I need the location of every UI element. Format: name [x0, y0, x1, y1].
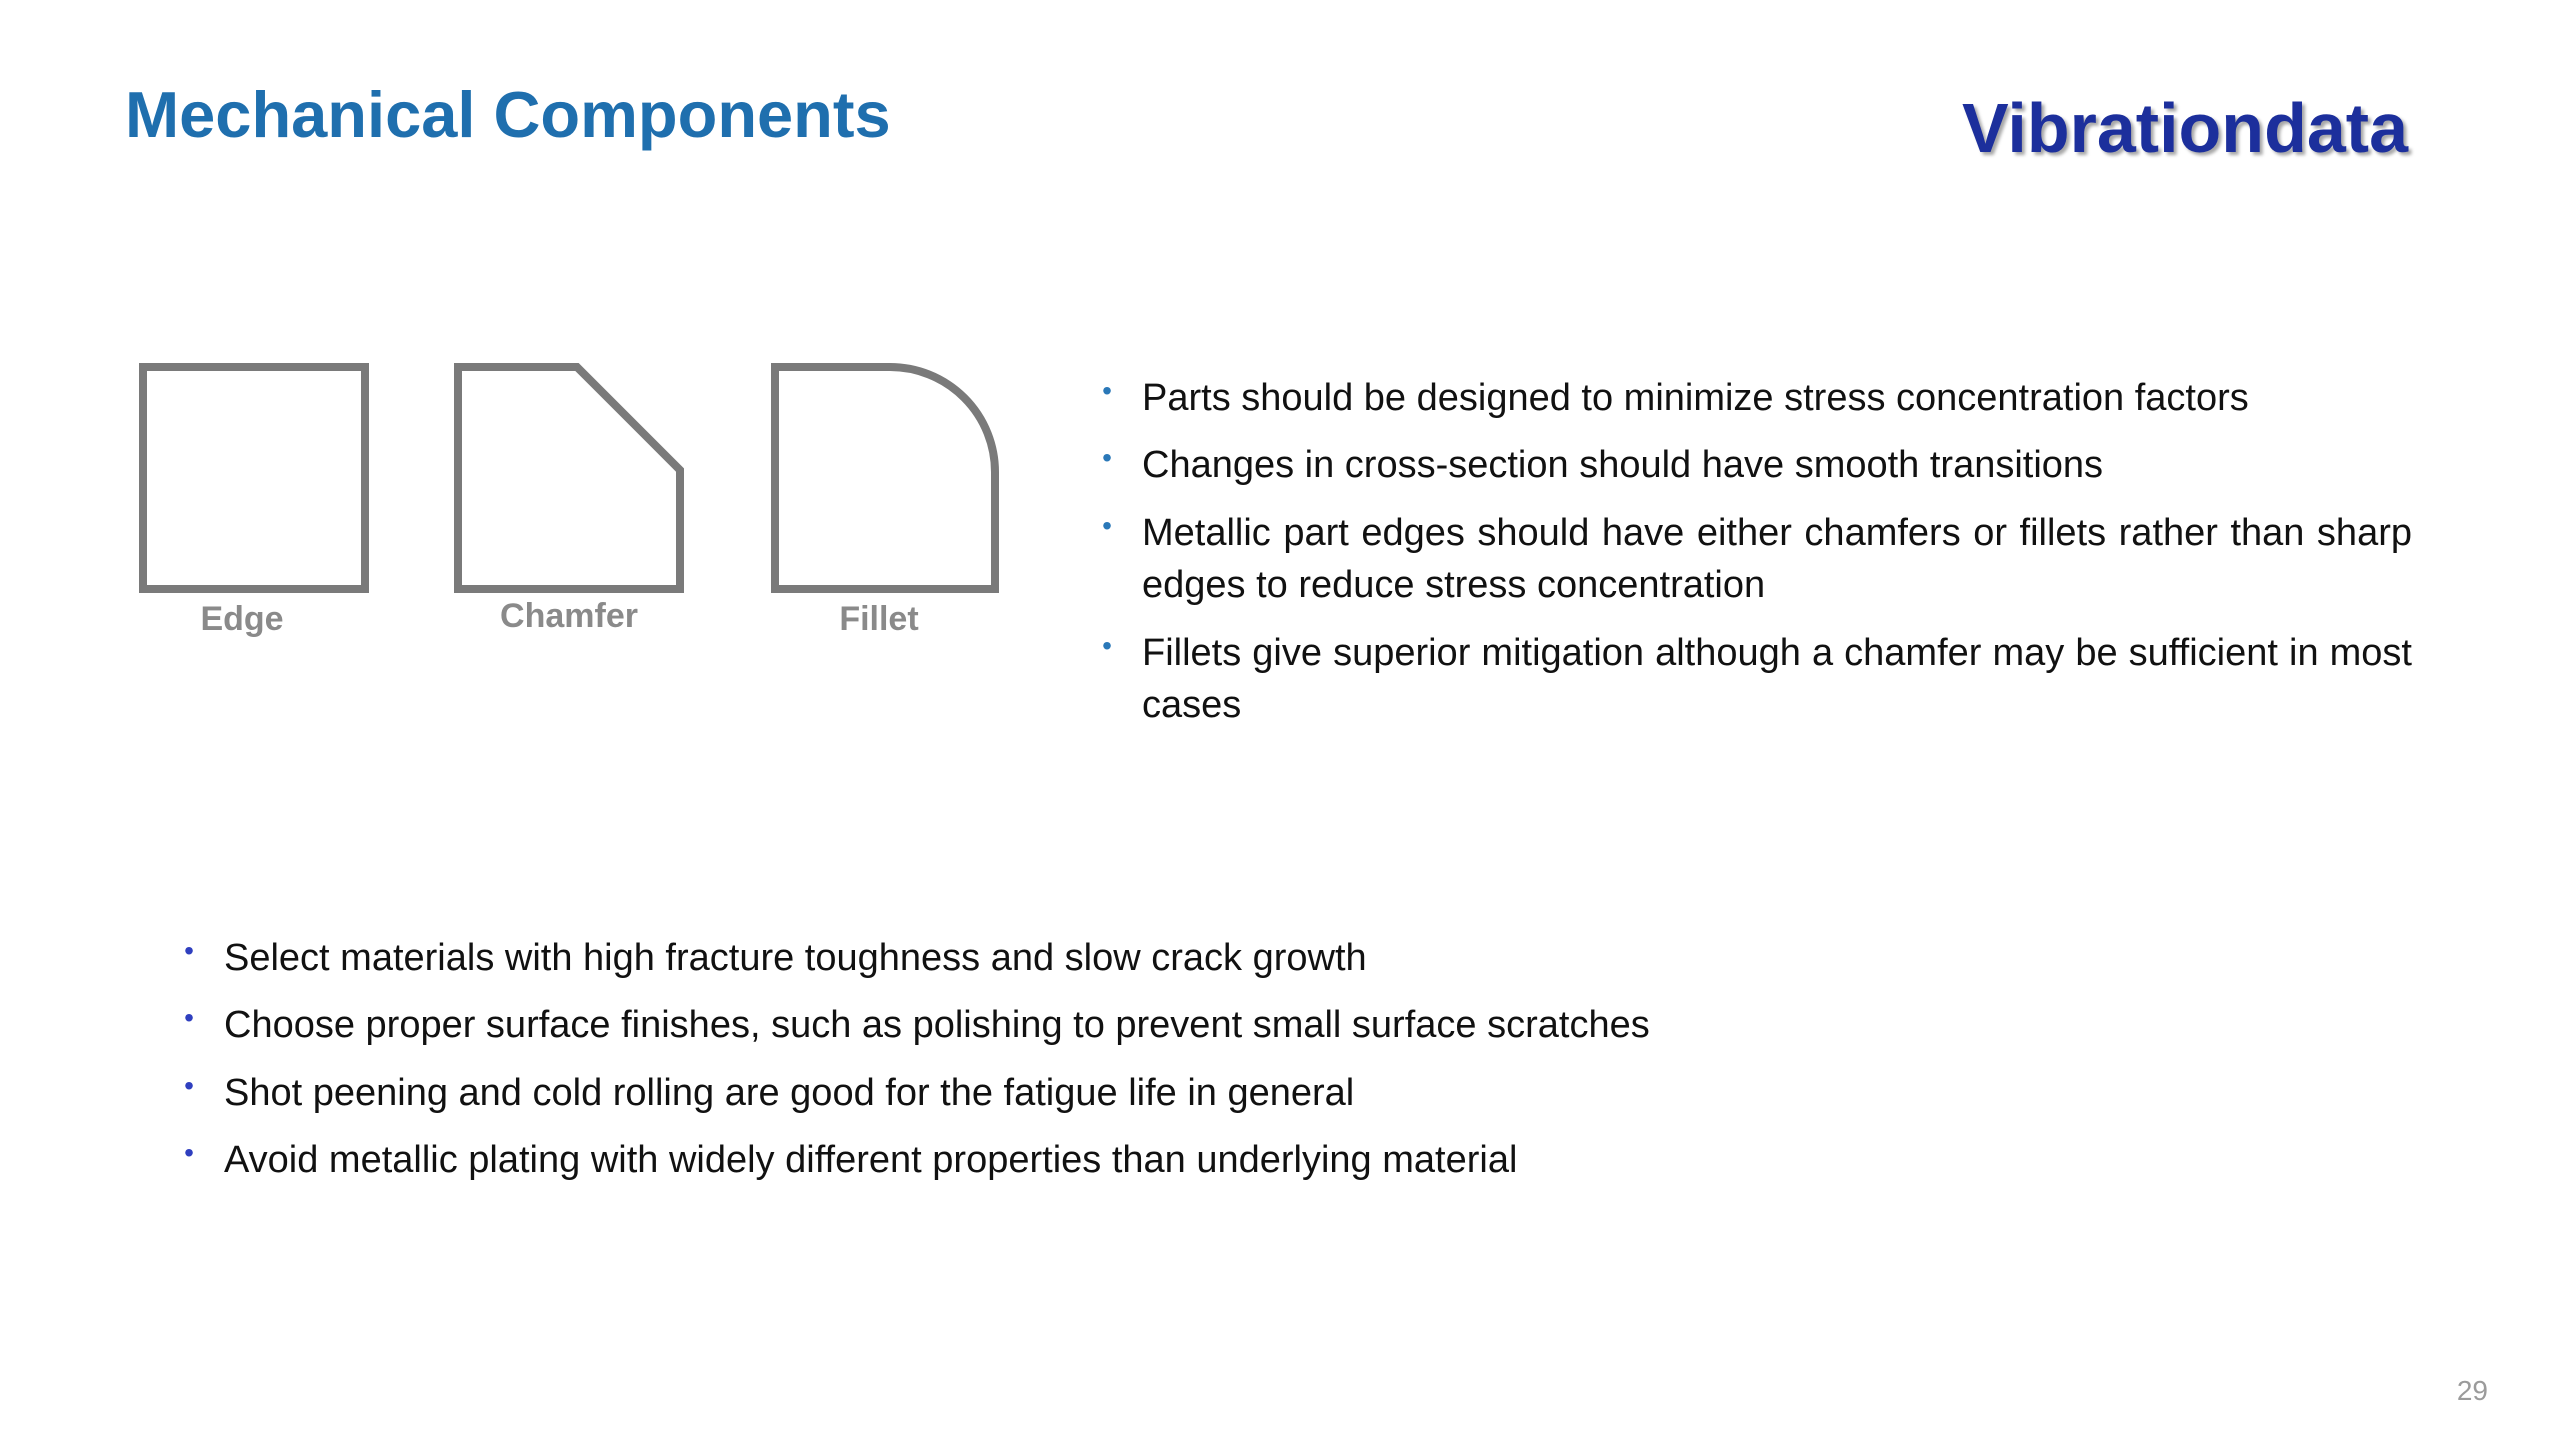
edge-shape [143, 367, 365, 638]
list-item-text: Changes in cross-section should have smooth transitions [1142, 444, 2104, 487]
edge-shapes-svg [125, 345, 1025, 655]
bullet-dot-icon: • [184, 1137, 194, 1169]
list-item-text: Fillets give superior mitigation although a chamfer may be sufficient in most cases [1142, 631, 2412, 727]
list-item [174, 1134, 2074, 1186]
bullet-dot-icon: • [1102, 375, 1112, 406]
list-item [174, 999, 2074, 1051]
bullet-dot-icon: • [1102, 442, 1112, 474]
bullet-dot-icon: • [184, 935, 194, 966]
list-item-text: Choose proper surface finishes, such as polishing to prevent small surface scratches [224, 1004, 1650, 1047]
chamfer-label: Chamfer [500, 597, 638, 635]
bullet-dot-icon: • [184, 1002, 194, 1034]
fillet-label: Fillet [839, 600, 919, 638]
fillet-outline [775, 367, 995, 589]
list-item [1092, 507, 2412, 612]
slide-title: Mechanical Components [125, 78, 891, 151]
list-item [1092, 372, 2412, 424]
list-item [1092, 627, 2412, 732]
bullet-dot-icon: • [184, 1069, 194, 1101]
bullet-dot-icon: • [1102, 509, 1112, 541]
chamfer-outline [458, 367, 680, 589]
list-item-text: Select materials with high fracture toughness and slow crack growth [224, 937, 1367, 979]
edge-label: Edge [200, 600, 284, 638]
list-item [174, 932, 2074, 984]
list-item-text: Parts should be designed to minimize stress concentration factors [1142, 377, 2249, 419]
chamfer-shape [458, 367, 680, 635]
list-item-text: Shot peening and cold rolling are good for the fatigue life in general [224, 1071, 1355, 1114]
edge-shapes-diagram [125, 345, 1025, 655]
fillet-shape [775, 367, 995, 638]
material-guidelines-list [174, 932, 2074, 1202]
bullet-dot-icon: • [1102, 629, 1112, 661]
design-guidelines-list [1092, 372, 2412, 747]
brand-logo: Vibrationdata [1961, 89, 2408, 167]
edge-square-outline [143, 367, 365, 589]
list-item-text: Avoid metallic plating with widely different properties than underlying material [224, 1139, 1518, 1182]
list-item [174, 1067, 2074, 1119]
list-item [1092, 439, 2412, 491]
list-item-text: Metallic part edges should have either chamfers or fillets rather than sharp edges to reduce stress concentration [1142, 511, 2412, 607]
page-number: 29 [2456, 1375, 2488, 1406]
